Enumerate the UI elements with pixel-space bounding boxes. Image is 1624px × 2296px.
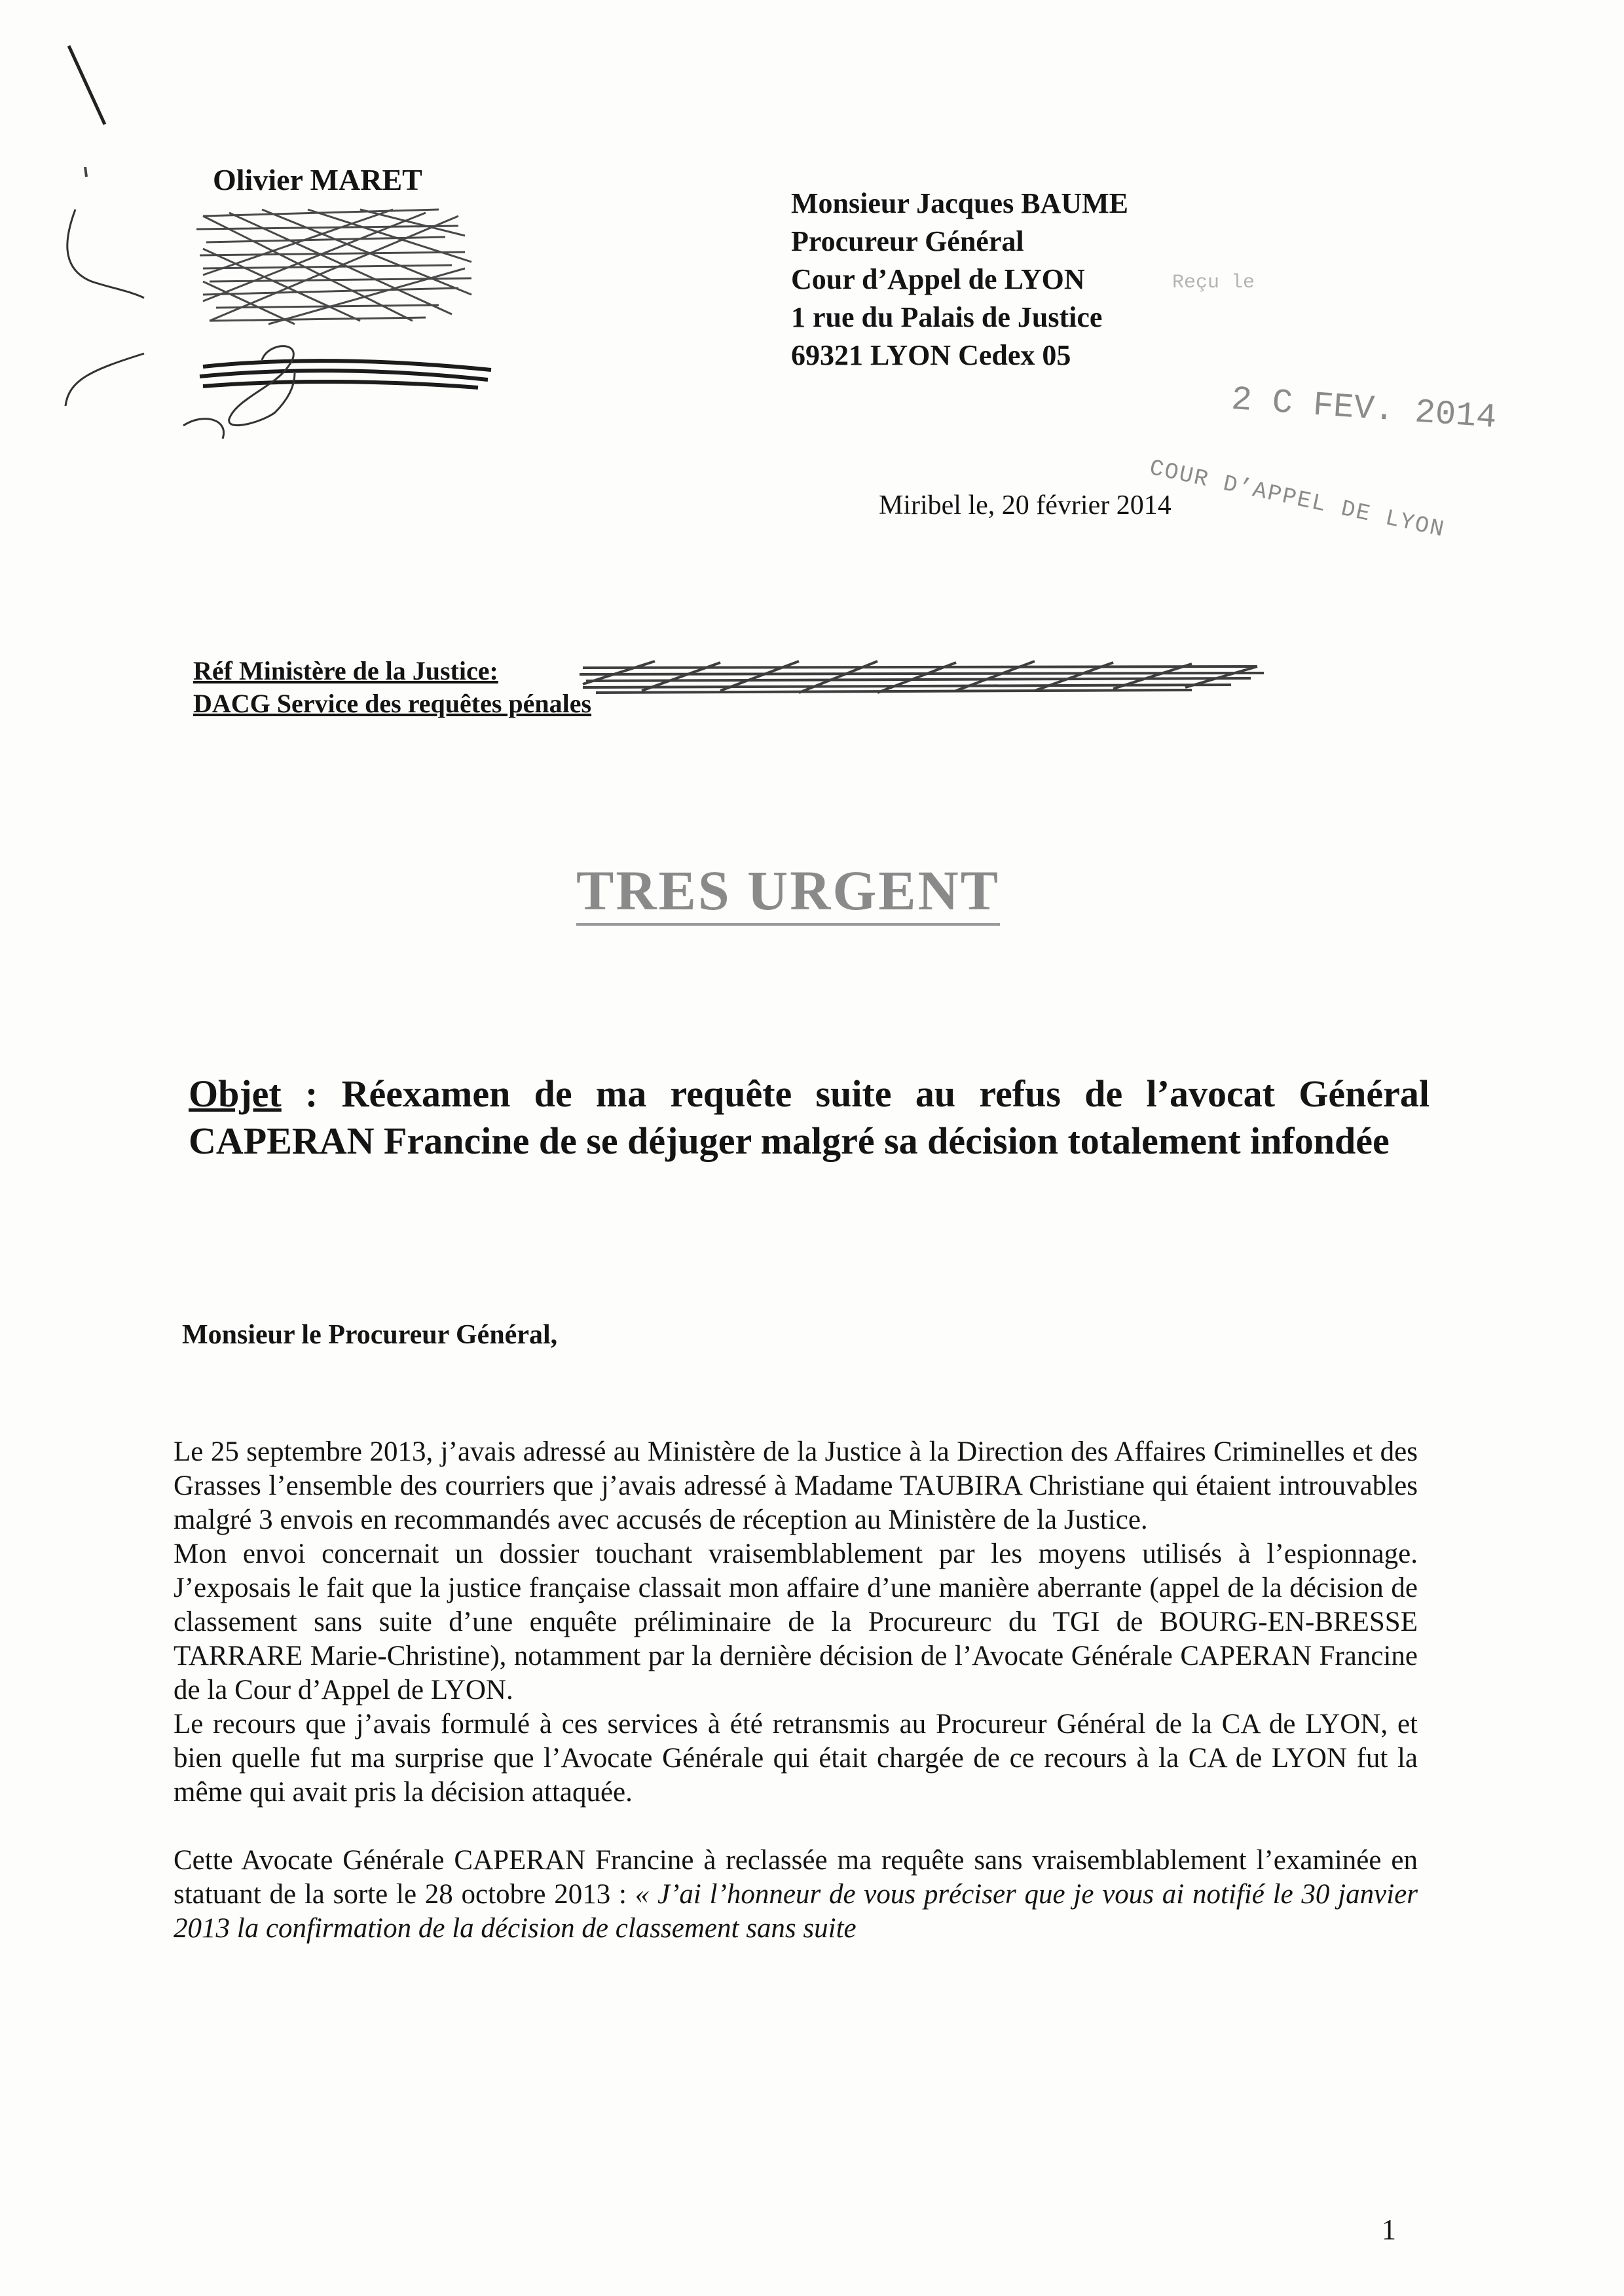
subject-label: Objet [189,1072,282,1115]
body-paragraph-4-intro: Cette Avocate Générale CAPERAN Francine à reclassée ma requête sans vraisemblablement l’examinée en statuant de la sorte le 28 octobre 2013 : [174,1845,1418,1910]
letter-date: Miribel le, 20 février 2014 [879,490,1172,520]
page-number: 1 [1382,2214,1396,2246]
recipient-court: Cour d’Appel de LYON [791,263,1085,295]
reference-block [193,655,591,720]
reference-service: DACG Service des requêtes pénales [193,689,592,718]
body-quote: « J’ai l’honneur de vous préciser que je vous ai notifié le 30 janvier 2013 la confirmation de la décision de classement sans suite [174,1879,1418,1944]
body-paragraph-2: Mon envoi concernait un dossier touchant vraisemblablement par les moyens utilisés à l’espionnage. J’exposais le fait que la justice française classait mon affaire d’une manière aberrante (appel de la décision de classement sans suite d’une enquête préliminaire de la Procureurc du TGI de BOURG-EN-BRESSE TARRARE Marie-Christine), notamment par la dernière décision de l’Avocate Générale CAPERAN Francine de la Cour d’Appel de LYON. [174,1539,1418,1705]
reference-redaction [576,655,1270,701]
body-paragraph-4 [174,1844,1418,1946]
urgent-stamp: TRES URGENT [576,858,1000,923]
redaction-scribble [164,190,530,465]
recipient-street: 1 rue du Palais de Justice [791,301,1103,333]
sender-name: Olivier MARET [213,163,422,196]
body-paragraph-3: Le recours que j’avais formulé à ces services à été retransmis au Procureur Général de la CA de LYON, et bien quelle fut ma surprise que l’Avocate Générale qui était chargée de ce recours à la CA de LYON fut la même qui avait pris la décision attaquée. [174,1709,1418,1808]
recipient-title: Procureur Général [791,225,1024,257]
reference-ministry: Réf Ministère de la Justice: [193,656,498,685]
salutation: Monsieur le Procureur Général, [182,1320,558,1350]
subject [189,1070,1430,1165]
subject-text: : Réexamen de ma requête suite au refus de l’avocat Général CAPERAN Francine de se déjuger malgré sa décision totalement infondée [189,1072,1430,1162]
recipient-name: Monsieur Jacques BAUME [791,187,1128,219]
recipient-city: 69321 LYON Cedex 05 [791,339,1071,371]
stamp-received: Reçu le [1172,272,1255,294]
stamp-court: COUR D’APPEL DE LYON [1147,455,1448,543]
body-paragraph-1: Le 25 septembre 2013, j’avais adressé au Ministère de la Justice à la Direction des Affaires Criminelles et des Grasses l’ensemble des courriers que j’avais adressé à Madame TAUBIRA Christiane qui étaient introuvables malgré 3 envois en recommandés avec accusés de réception au Ministère de la Justice. [174,1436,1418,1535]
recipient-address [791,185,1128,374]
stamp-date: 2 C FEV. 2014 [1230,380,1498,438]
letter-body [174,1435,1418,1946]
